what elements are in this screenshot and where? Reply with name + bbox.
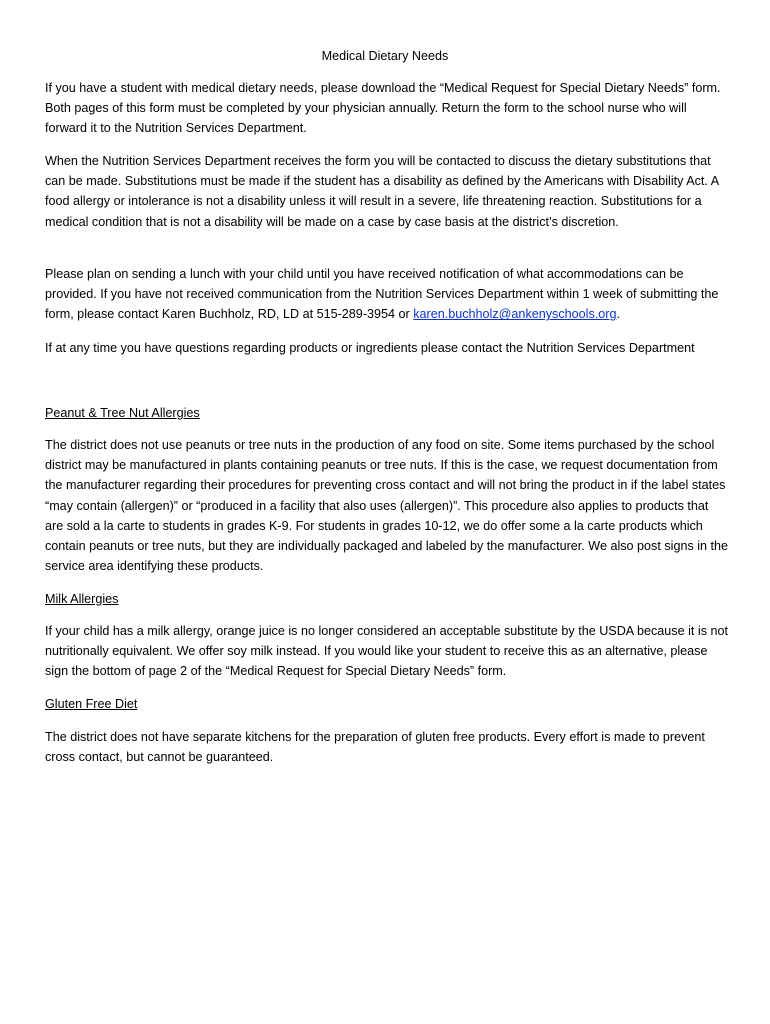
intro-paragraph: If you have a student with medical dietary needs, please download the “Medical Request for Special Dietary Needs” form. Both pages of this form must be completed by your physician annually. Return the form to the school nurse who will forward it to the Nutrition Services Department.: [45, 81, 721, 136]
contact-email-link[interactable]: karen.buchholz@ankenyschools.org: [413, 307, 617, 322]
peanut-allergies-body: The district does not use peanuts or tree nuts in the production of any food on site. Some items purchased by the school district may be manufactured in plants containing peanuts or tree nuts. If this is the case, we request documentation from the manufacturer regarding their procedures for preventing cross contact and will not bring the product in if the label states “may contain (allergen)” or “produced in a facility that also uses (allergen)”. This procedure also applies to products that are sold a la carte to students in grades K-9. For students in grades 10-12, we do offer some a la carte products which contain peanuts or tree nuts, but they are individually packaged and labeled by the manufacturer. We also post signs in the service area identifying these products.: [45, 438, 729, 574]
gluten-free-body: The district does not have separate kitchens for the preparation of gluten free products. Every effort is made to prevent cross contact, but cannot be guaranteed.: [45, 730, 705, 765]
lunch-paragraph: [45, 264, 729, 325]
peanut-allergies-heading: Peanut & Tree Nut Allergies: [45, 406, 200, 420]
questions-paragraph: If at any time you have questions regarding products or ingredients please contact the Nutrition Services Department: [45, 341, 695, 355]
milk-allergies-body: If your child has a milk allergy, orange juice is no longer considered an acceptable substitute by the USDA because it is not nutritionally equivalent. We offer soy milk instead. If you would like your student to receive this as an alternative, please sign the bottom of page 2 of the “Medical Request for Special Dietary Needs” form.: [45, 624, 729, 679]
lunch-paragraph-end: .: [616, 307, 620, 322]
page-title: Medical Dietary Needs: [321, 49, 449, 63]
lunch-paragraph-text: Please plan on sending a lunch with your child until you have received notification of what accommodations can be provided. If you have not received communication from the Nutrition Services Department within 1 week of submitting the form, please contact Karen Buchholz, RD, LD at 515-289-3954 or: [45, 267, 719, 322]
gluten-free-heading: Gluten Free Diet: [45, 697, 138, 711]
substitutions-paragraph: When the Nutrition Services Department receives the form you will be contacted to discuss the dietary substitutions that can be made. Substitutions must be made if the student has a disability as defined by the Americans with Disability Act. A food allergy or intolerance is not a disability unless it will result in a severe, life threatening reaction. Substitutions for a medical condition that is not a disability will be made on a case by case basis at the district’s discretion.: [45, 154, 719, 229]
milk-allergies-heading: Milk Allergies: [45, 592, 119, 606]
